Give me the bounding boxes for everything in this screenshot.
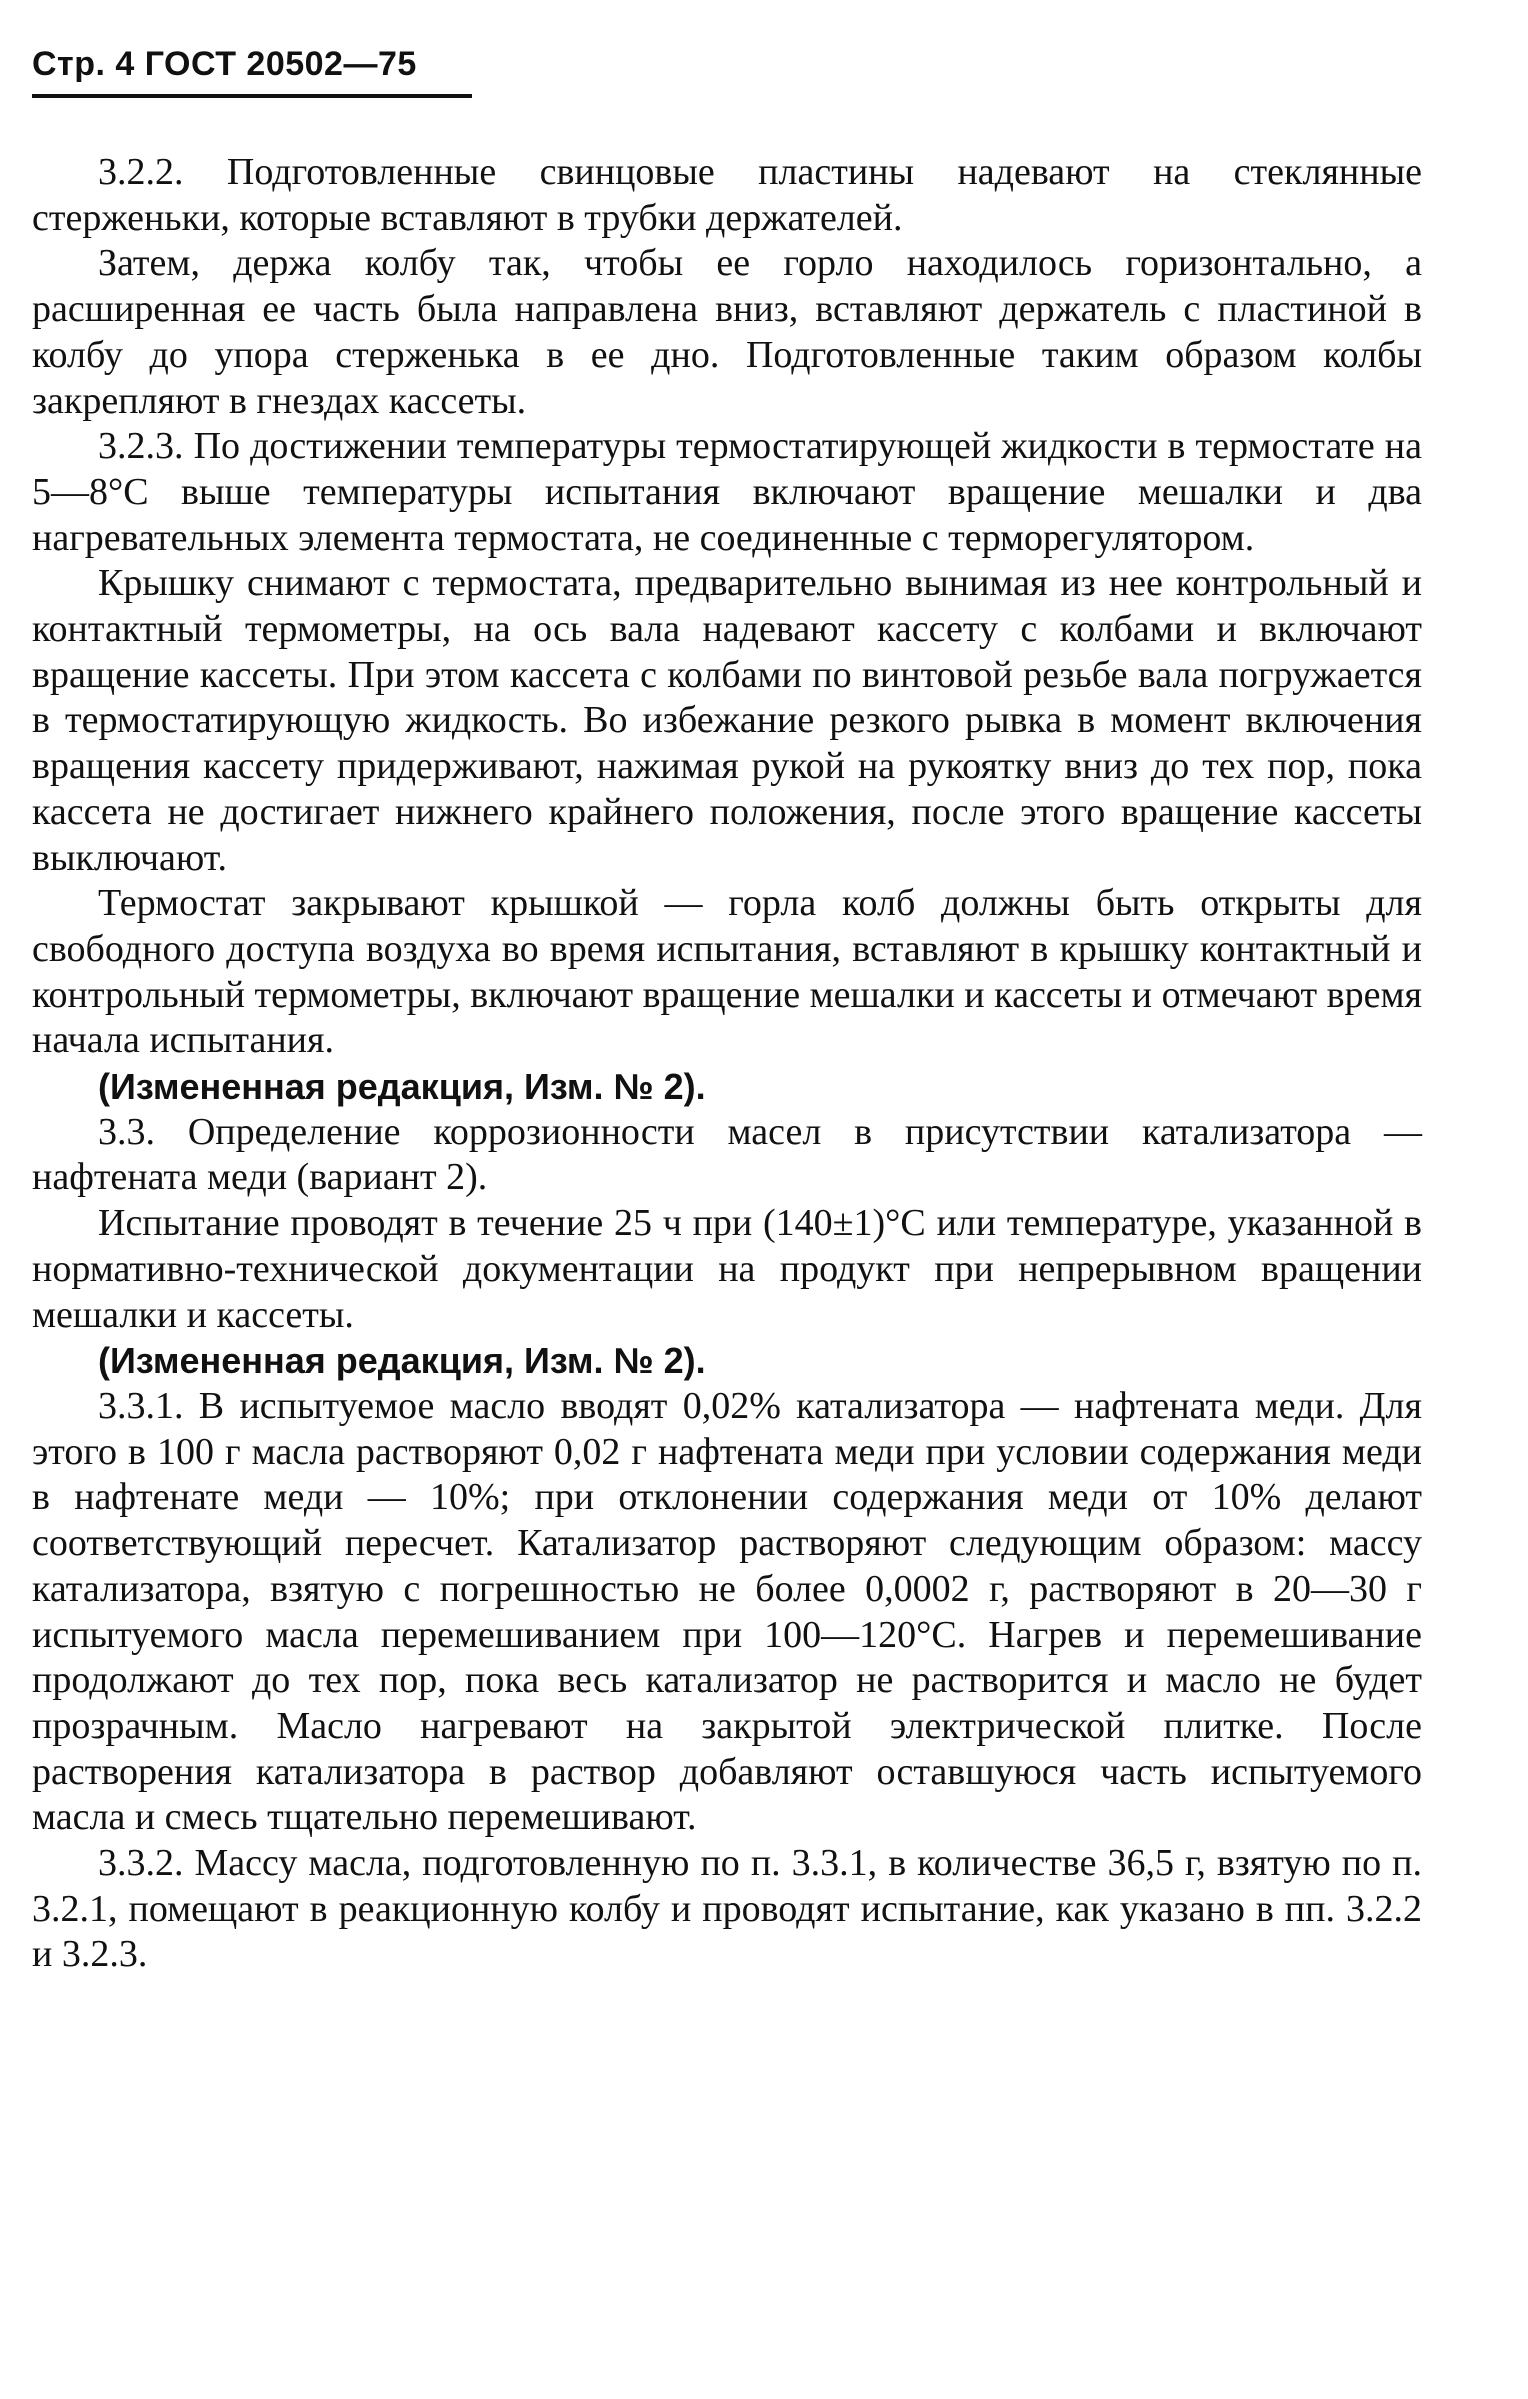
- paragraph-3-2-3: 3.2.3. По достижении температуры термостатирующей жидкости в термостате на 5—8°С выше температуры испытания включают вращение мешалки и два нагревательных элемента термостата, не соединенные с терморегулятором.: [32, 425, 1422, 559]
- document-body: [32, 150, 1422, 1978]
- paragraph-3-2-2: 3.2.2. Подготовленные свинцовые пластины надевают на стеклянные стерженьки, которые вставляют в трубки держателей.: [32, 151, 1422, 239]
- paragraph-cassette: Крышку снимают с термостата, предварительно вынимая из нее контрольный и контактный термометры, на ось вала надевают кассету с колбами и включают вращение кассеты. При этом кассета с колбами по винтовой резьбе вала погружается в термостатирующую жидкость. Во избежание резкого рывка в момент включения вращения кассету придерживают, нажимая рукой на рукоятку вниз до тех пор, пока кассета не достигает нижнего крайнего положения, после этого вращение кассеты выключают.: [32, 562, 1422, 879]
- paragraph-3-3-1: 3.3.1. В испытуемое масло вводят 0,02% катализатора — нафтената меди. Для этого в 100 г масла растворяют 0,02 г нафтената меди при условии содержания меди в нафтенате меди — 10%; при отклонении содержания меди от 10% делают соответствующий пересчет. Катализатор растворяют следующим образом: массу катализатора, взятую с погрешностью не более 0,0002 г, растворяют в 20—30 г испытуемого масла перемешиванием при 100—120°С. Нагрев и перемешивание продолжают до тех пор, пока весь катализатор не растворится и масло не будет прозрачным. Масло нагревают на закрытой электрической плитке. После растворения катализатора в раствор добавляют оставшуюся часть испытуемого масла и смесь тщательно перемешивают.: [32, 1384, 1422, 1839]
- paragraph-thermostat-lid: Термостат закрывают крышкой — горла колб должны быть открыты для свободного доступа воздуха во время испытания, вставляют в крышку контактный и контрольный термометры, включают вращение мешалки и кассеты и отмечают время начала испытания.: [32, 882, 1422, 1062]
- page-header: [32, 44, 472, 98]
- revision-note: (Измененная редакция, Изм. № 2).: [98, 1066, 706, 1108]
- paragraph-flask-holder: Затем, держа колбу так, чтобы ее горло находилось горизонтально, а расширенная ее часть была направлена вниз, вставляют держатель с пластиной в колбу до упора стерженька в ее дно. Подготовленные таким образом колбы закрепляют в гнездах кассеты.: [32, 242, 1422, 422]
- page-header-label: Стр. 4 ГОСТ 20502—75: [32, 45, 417, 83]
- paragraph-3-3-2: 3.3.2. Массу масла, подготовленную по п. 3.3.1, в количестве 36,5 г, взятую по п. 3.2.1, помещают в реакционную колбу и проводят испытание, как указано в пп. 3.2.2 и 3.2.3.: [32, 1842, 1422, 1976]
- paragraph-3-3: 3.3. Определение коррозионности масел в присутствии катализатора — нафтената меди (вариант 2).: [32, 1110, 1422, 1199]
- paragraph-test-conditions: Испытание проводят в течение 25 ч при (140±1)°С или температуре, указанной в нормативно-технической документации на продукт при непрерывном вращении мешалки и кассеты.: [32, 1202, 1422, 1336]
- revision-note: (Измененная редакция, Изм. № 2).: [98, 1340, 706, 1382]
